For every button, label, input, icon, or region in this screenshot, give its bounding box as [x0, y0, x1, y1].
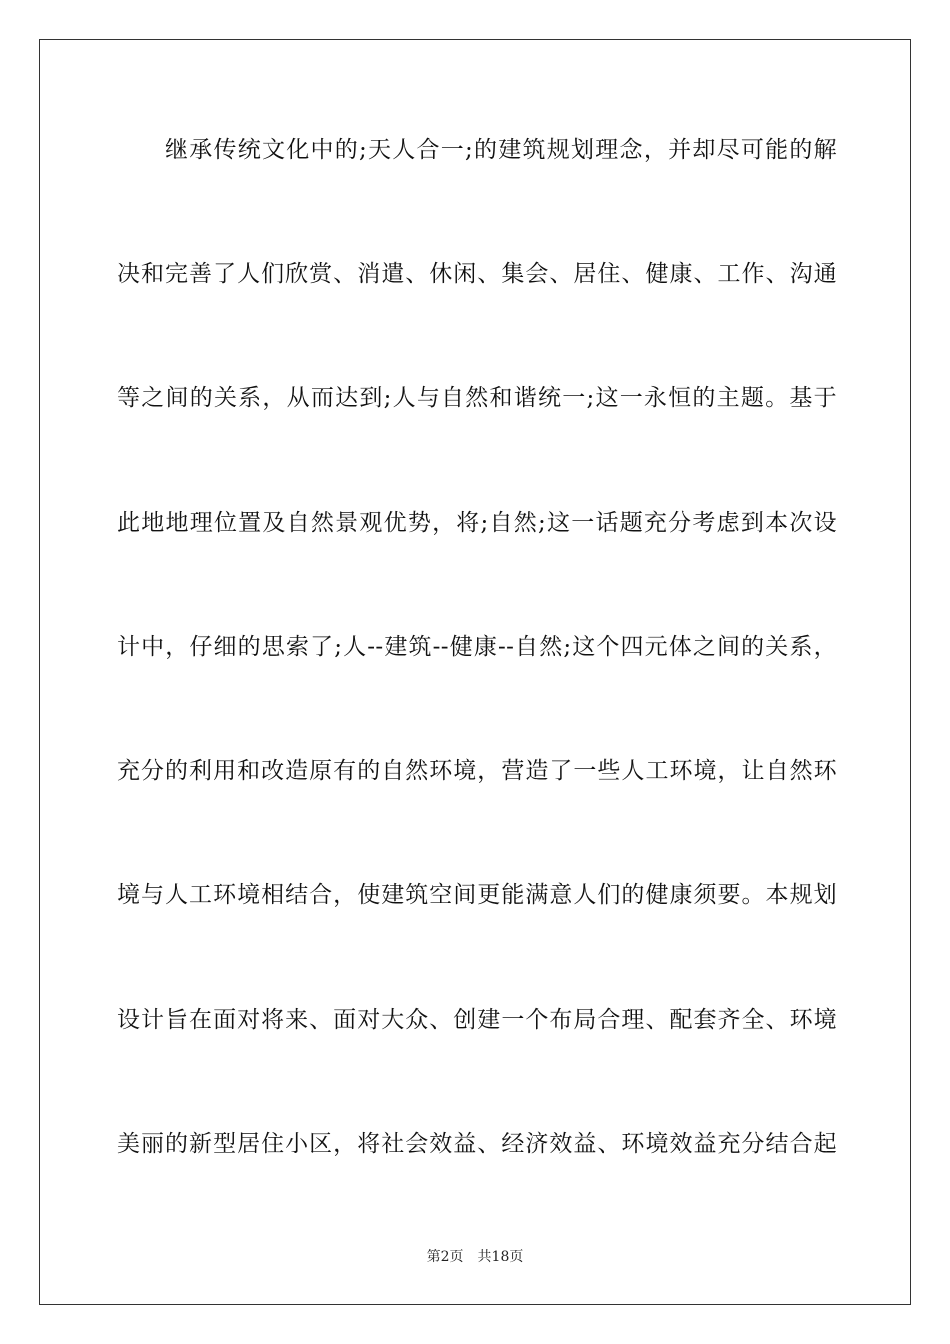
- page-number-footer: 第2页 共18页: [426, 1249, 524, 1265]
- paragraph-line: 此地地理位置及自然景观优势，将;自然;这一话题充分考虑到本次设: [117, 510, 837, 536]
- paragraph-line: 设计旨在面对将来、面对大众、创建一个布局合理、配套齐全、环境: [117, 1007, 837, 1033]
- paragraph-line: 决和完善了人们欣赏、消遣、休闲、集会、居住、健康、工作、沟通: [117, 261, 837, 287]
- paragraph-line: 充分的利用和改造原有的自然环境，营造了一些人工环境，让自然环: [117, 758, 837, 784]
- paragraph-line: 继承传统文化中的;天人合一;的建筑规划理念，并却尽可能的解: [165, 137, 837, 163]
- paragraph-line: 美丽的新型居住小区，将社会效益、经济效益、环境效益充分结合起: [117, 1131, 837, 1157]
- page-border: [39, 39, 911, 1305]
- paragraph-line: 等之间的关系，从而达到;人与自然和谐统一;这一永恒的主题。基于: [117, 385, 837, 411]
- paragraph-line: 境与人工环境相结合，使建筑空间更能满意人们的健康须要。本规划: [117, 882, 837, 908]
- paragraph-line: 计中，仔细的思索了;人--建筑--健康--自然;这个四元体之间的关系，: [117, 634, 837, 660]
